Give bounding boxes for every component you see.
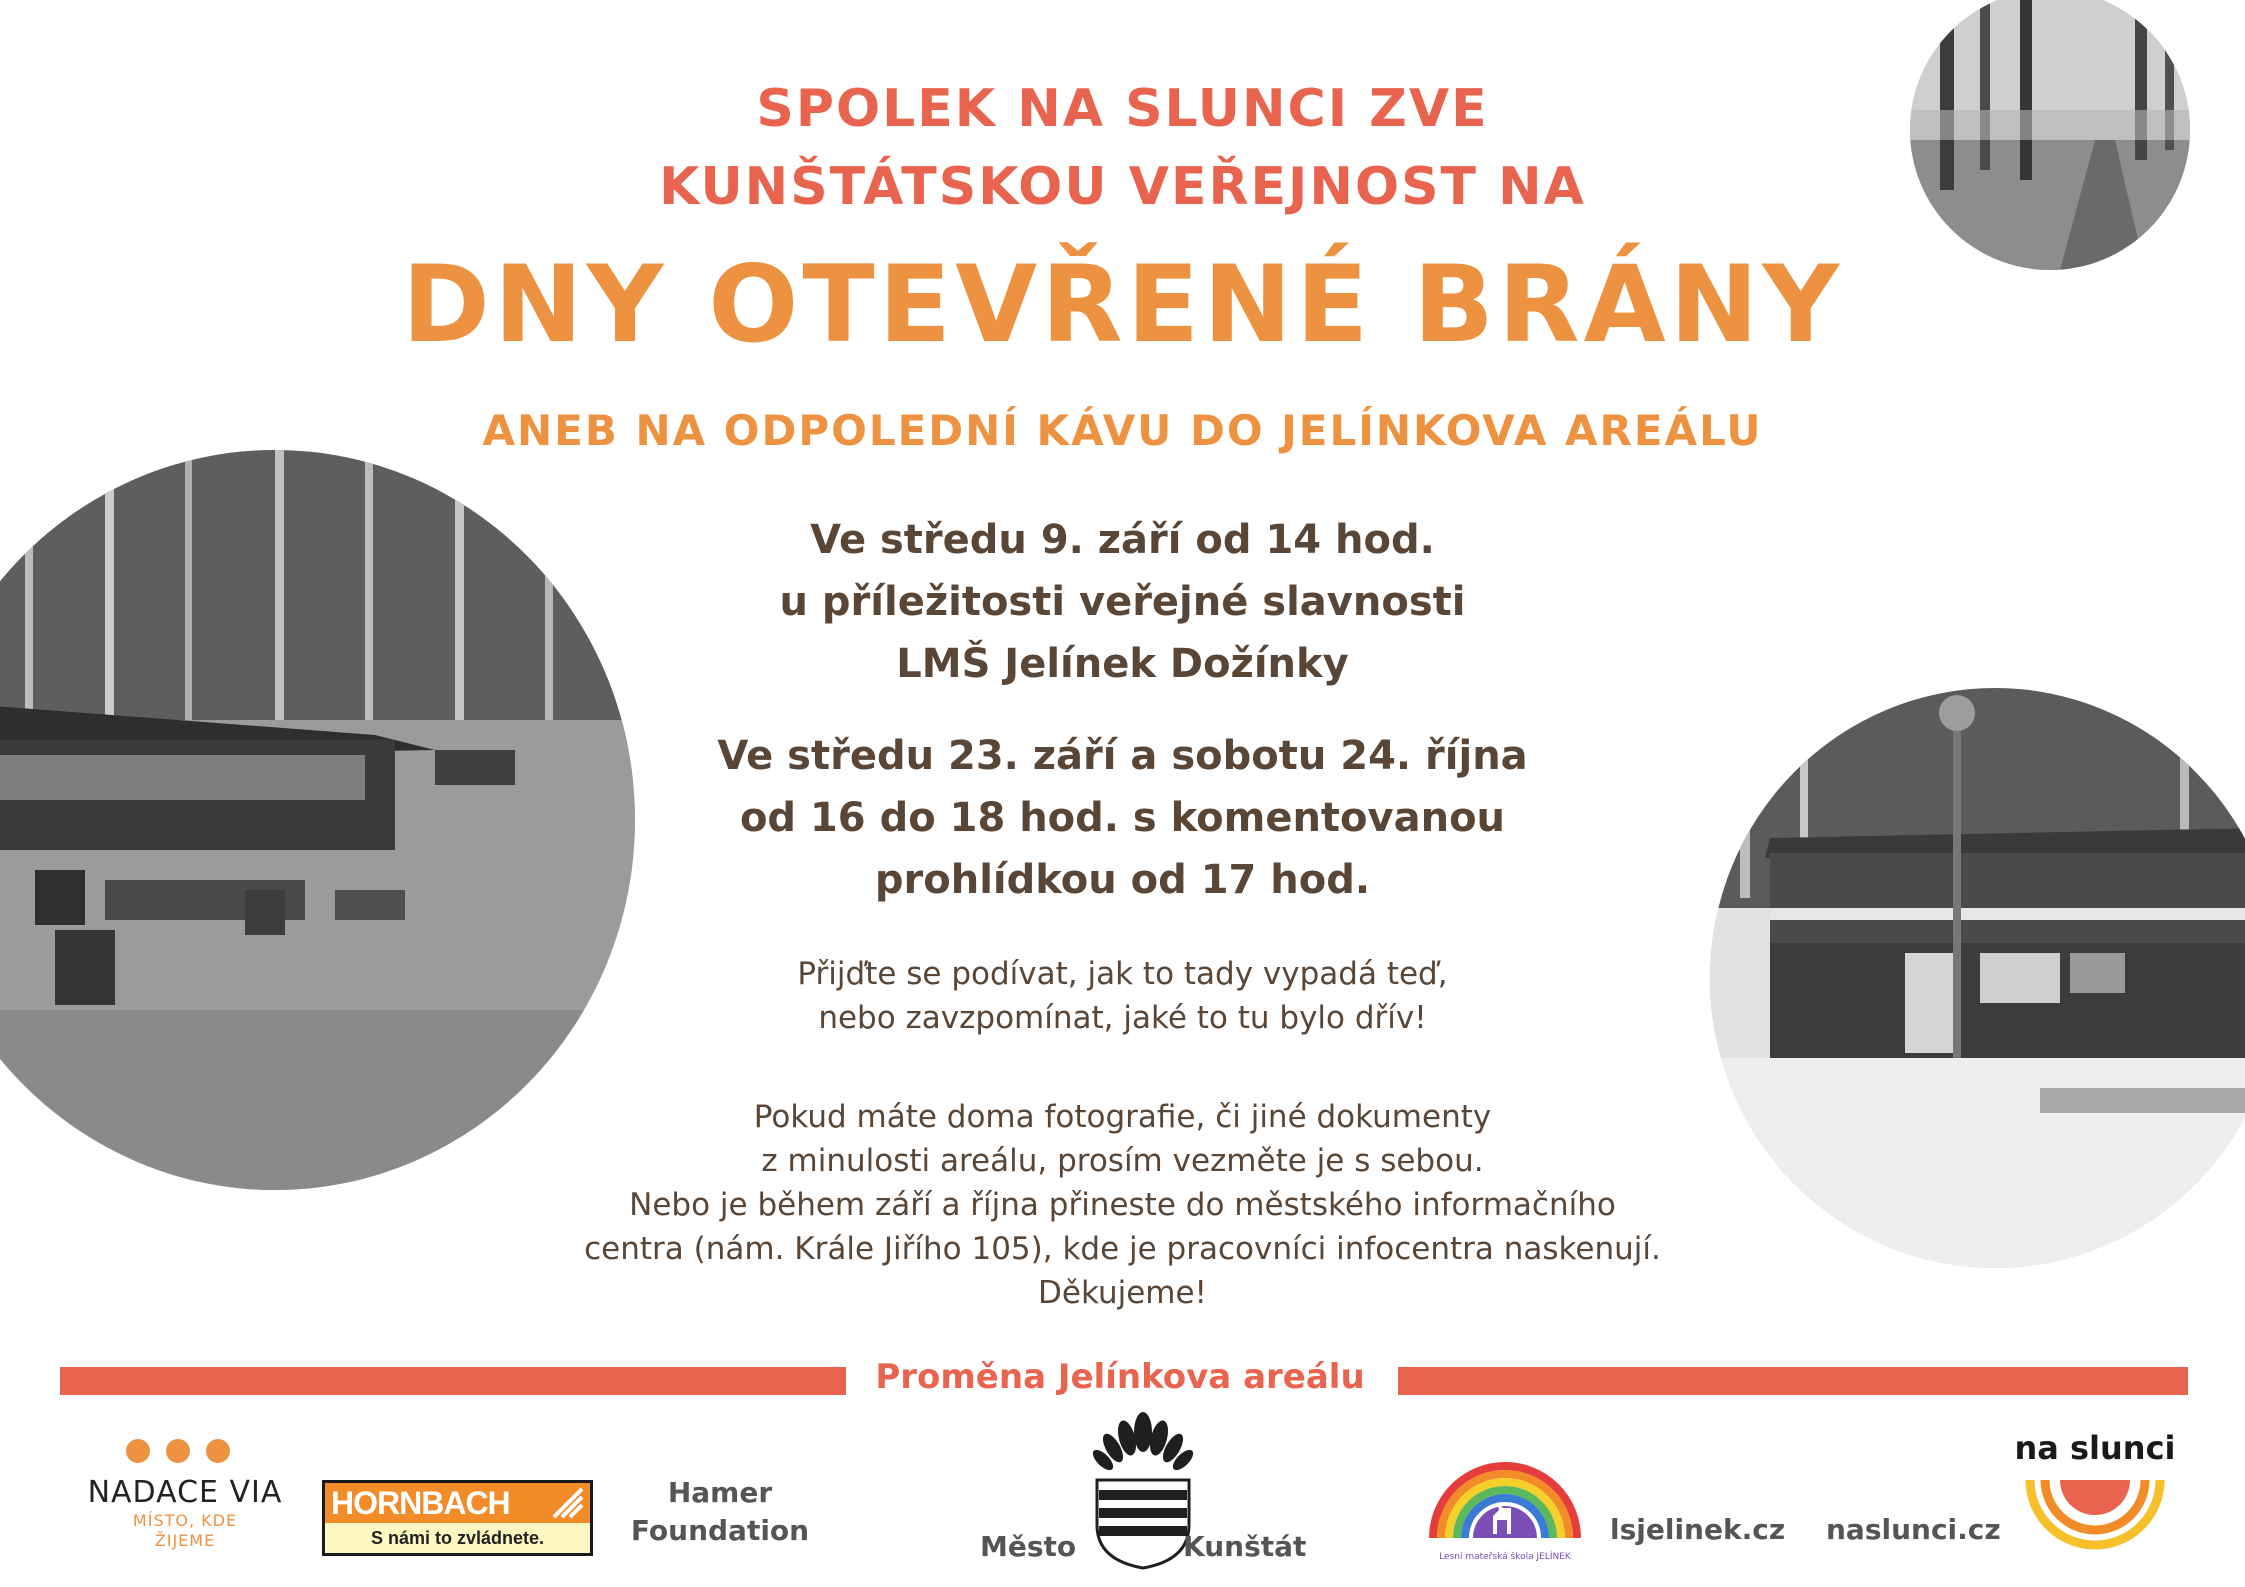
doc-line-1: Pokud máte doma fotografie, či jiné dokumenty: [753, 1099, 1492, 1135]
event-1-line-3: LMŠ Jelínek Dožínky: [896, 641, 1349, 687]
nadace-via-logo: [80, 1437, 290, 1551]
intro-line-1: SPOLEK NA SLUNCI ZVE: [756, 79, 1489, 139]
lms-caption: Lesní mateřská škola JELÍNEK: [1439, 1552, 1571, 1562]
hornbach-logo: [322, 1480, 593, 1556]
lsjelinek-link[interactable]: lsjelinek.cz: [1610, 1513, 1786, 1546]
event-1-line-2: u příležitosti veřejné slavnosti: [779, 579, 1466, 625]
event-1: [600, 509, 1645, 695]
event-2-line-3: prohlídkou od 17 hod.: [874, 857, 1371, 903]
documents-text: [460, 1095, 1785, 1315]
project-title: Proměna Jelínkova areálu: [875, 1357, 1365, 1397]
doc-line-4: centra (nám. Krále Jiřího 105), kde je pracovníci infocentra naskenují.: [584, 1231, 1661, 1267]
intro-heading: [0, 70, 2245, 226]
rainbow-deer-icon: [1425, 1438, 1585, 1548]
doc-line-2: z minulosti areálu, prosím vezměte je s sebou.: [761, 1143, 1484, 1179]
nadace-via-name: NADACE VIA: [87, 1475, 283, 1510]
hornbach-house-icon: [552, 1487, 584, 1519]
photo-long-cabin: [0, 450, 635, 1190]
thanks-line: Děkujeme!: [1038, 1275, 1207, 1311]
event-2: [600, 725, 1645, 911]
intro-line-2: KUNŠTÁTSKOU VEŘEJNOST NA: [659, 157, 1586, 217]
na-slunci-logo: [2010, 1428, 2180, 1578]
event-2-line-1: Ve středu 23. září a sobotu 24. října: [717, 733, 1528, 779]
kunstat-label: Kunštát: [1183, 1530, 1307, 1563]
nadace-via-tagline-1: MÍSTO, KDE: [132, 1511, 238, 1530]
doc-line-3: Nebo je během září a října přineste do městského informačního: [629, 1187, 1616, 1223]
photo-two-storey-cabin: [1710, 688, 2245, 1268]
mesto-kunstat-logo: [975, 1410, 1320, 1570]
lms-jelinek-logo: [1425, 1438, 1585, 1562]
na-slunci-logo-text: na slunci: [2014, 1429, 2176, 1467]
sun-icon: [2020, 1472, 2170, 1568]
hornbach-tagline: S námi to zvládnete.: [325, 1523, 590, 1553]
mesto-label: Město: [980, 1530, 1077, 1563]
nadace-via-tagline-2: ŽIJEME: [154, 1531, 216, 1550]
footer-divider-left: [60, 1367, 846, 1395]
event-2-line-2: od 16 do 18 hod. s komentovanou: [739, 795, 1506, 841]
hamer-line-1: Hamer: [667, 1476, 773, 1509]
page-title: DNY OTEVŘENÉ BRÁNY: [401, 243, 1844, 366]
naslunci-link[interactable]: naslunci.cz: [1826, 1513, 2001, 1546]
photo-forest-path: [1910, 0, 2190, 270]
invite-line-2: nebo zavzpomínat, jaké to tu bylo dřív!: [818, 1000, 1427, 1036]
hamer-foundation-logo: [620, 1474, 820, 1550]
invite-line-1: Přijďte se podívat, jak to tady vypadá teď,: [797, 956, 1448, 992]
event-1-line-1: Ve středu 9. září od 14 hod.: [810, 517, 1435, 563]
footer-divider-right: [1398, 1367, 2188, 1395]
invitation-text: [460, 952, 1785, 1040]
page-subtitle: ANEB NA ODPOLEDNÍ KÁVU DO JELÍNKOVA AREÁLU: [482, 406, 1763, 455]
orange-dots-icon: [80, 1437, 290, 1465]
hornbach-banner: [325, 1483, 590, 1523]
hornbach-name: HORNBACH: [331, 1485, 510, 1521]
hamer-line-2: Foundation: [630, 1514, 810, 1547]
